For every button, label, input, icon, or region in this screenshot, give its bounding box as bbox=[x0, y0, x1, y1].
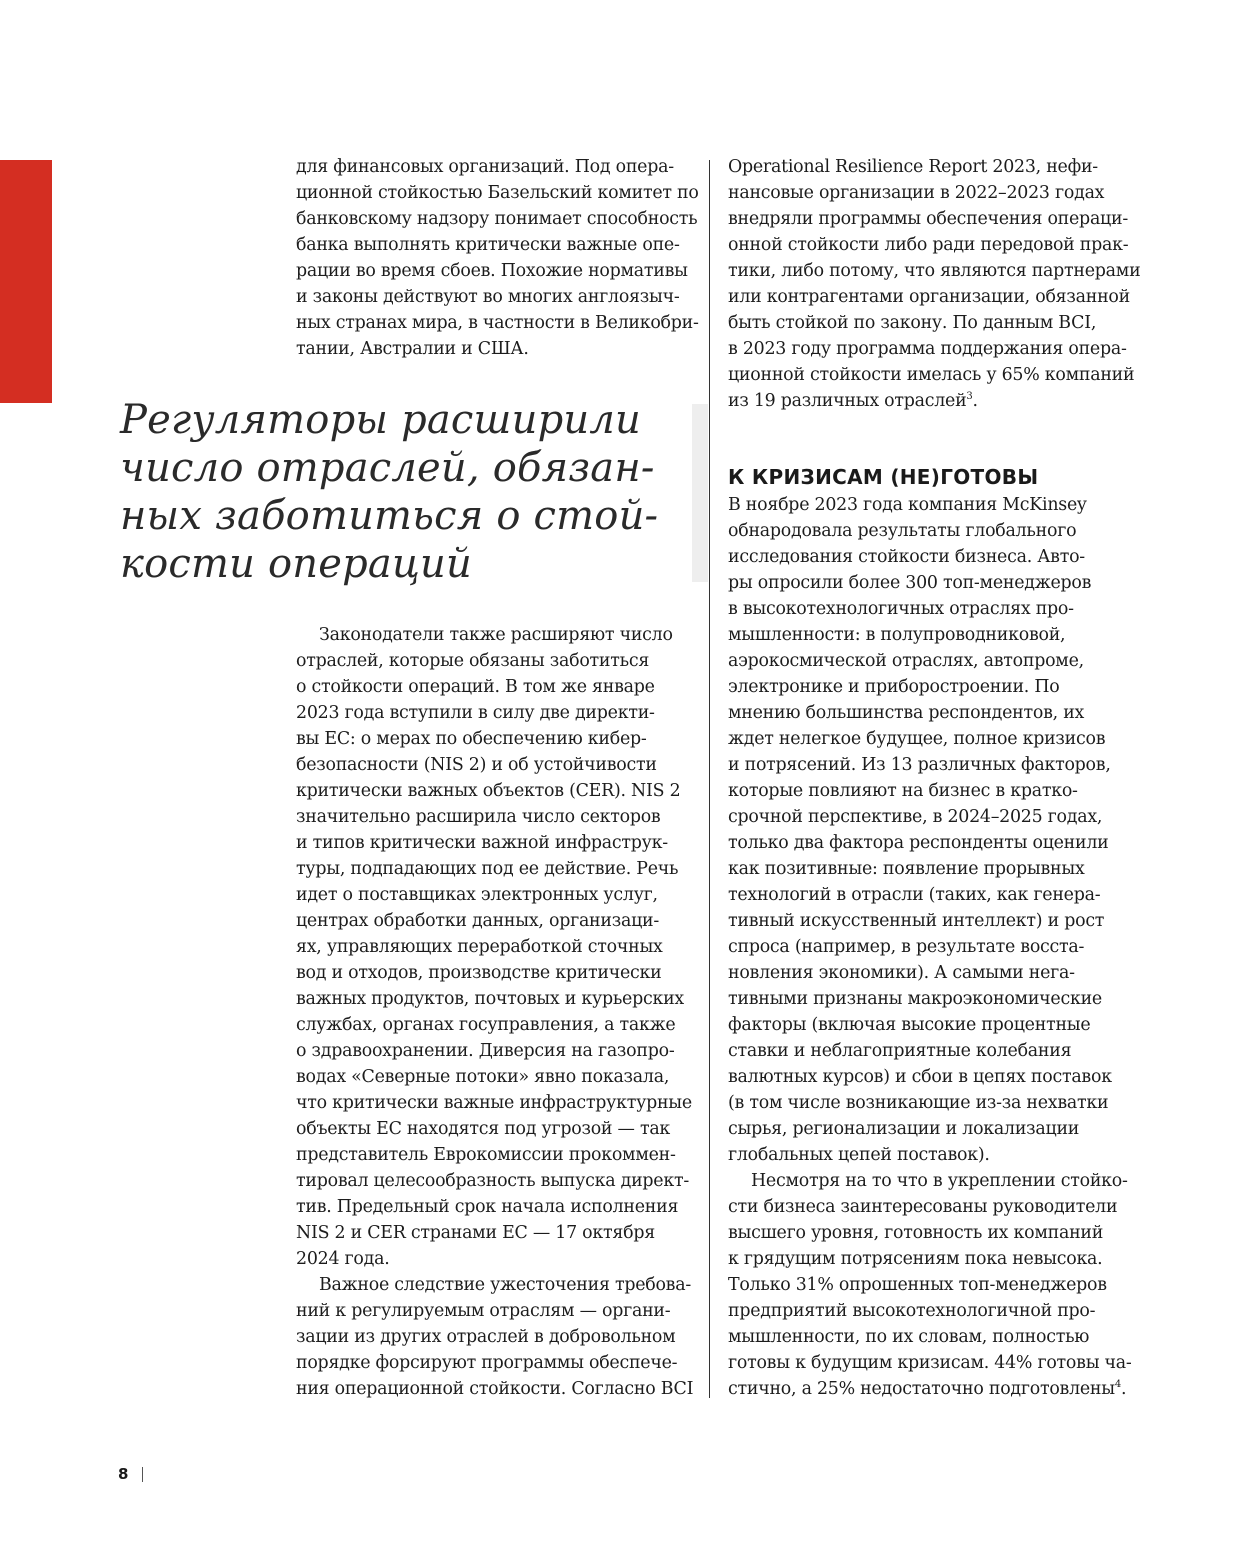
text-line: ях, управляющих переработкой сточных bbox=[296, 937, 663, 957]
text-line: и законы действуют во многих англоязыч- bbox=[296, 287, 680, 307]
text-line: тивный искусственный интеллект) и рост bbox=[728, 911, 1105, 931]
text-line: ционной стойкостью Базельский комитет по bbox=[296, 183, 699, 203]
text-line: для финансовых организаций. Под опера- bbox=[296, 157, 674, 177]
text-line: идет о поставщиках электронных услуг, bbox=[296, 885, 658, 905]
text-line: Законодатели также расширяют число bbox=[319, 625, 673, 645]
text-line: тив. Предельный срок начала исполнения bbox=[296, 1197, 679, 1217]
text-line: аэрокосмической отраслях, автопроме, bbox=[728, 651, 1084, 671]
text-line: онной стойкости либо ради передовой прак- bbox=[728, 235, 1129, 255]
text-line: безопасности (NIS 2) и об устойчивости bbox=[296, 755, 657, 775]
text-line: сырья, регионализации и локализации bbox=[728, 1119, 1080, 1139]
text-line: срочной перспективе, в 2024–2025 годах, bbox=[728, 807, 1103, 827]
text-line: службах, органах госуправления, а также bbox=[296, 1015, 676, 1035]
text-line: ния операционной стойкости. Согласно BCI bbox=[296, 1379, 694, 1399]
text-line: ждет нелегкое будущее, полное кризисов bbox=[728, 729, 1106, 749]
pull-quote-line: число отраслей, обязан- bbox=[120, 445, 655, 491]
text-line: Важное следствие ужесточения требова- bbox=[319, 1275, 691, 1295]
text-line: и типов критически важной инфраструк- bbox=[296, 833, 668, 853]
text-line: значительно расширила число секторов bbox=[296, 807, 661, 827]
text-line: важных продуктов, почтовых и курьерских bbox=[296, 989, 684, 1009]
right-body-text bbox=[728, 492, 1132, 1402]
text-line: В ноябре 2023 года компания McKinsey bbox=[728, 495, 1087, 515]
decorative-gray-strip bbox=[692, 404, 708, 582]
text-line: как позитивные: появление прорывных bbox=[728, 859, 1085, 879]
text-line: критически важных объектов (CER). NIS 2 bbox=[296, 781, 681, 801]
text-line: Operational Resilience Report 2023, нефи- bbox=[728, 157, 1098, 177]
text-line: порядке форсируют программы обеспече- bbox=[296, 1353, 678, 1373]
text-line: вы ЕС: о мерах по обеспечению кибер- bbox=[296, 729, 647, 749]
text-line: банка выполнять критически важные опе- bbox=[296, 235, 680, 255]
pull-quote-line: кости операций bbox=[120, 541, 472, 587]
text-line: ры опросили более 300 топ-менеджеров bbox=[728, 573, 1092, 593]
text-line: о стойкости операций. В том же январе bbox=[296, 677, 655, 697]
text-line: в 2023 году программа поддержания опера- bbox=[728, 339, 1127, 359]
text-line: тании, Австралии и США. bbox=[296, 339, 529, 359]
text-line: валютных курсов) и сбои в цепях поставок bbox=[728, 1067, 1112, 1087]
text-line: ных странах мира, в частности в Великобри- bbox=[296, 313, 699, 333]
text-line: представитель Еврокомиссии прокоммен- bbox=[296, 1145, 676, 1165]
text-line: быть стойкой по закону. По данным BCI, bbox=[728, 313, 1097, 333]
text-segment: . bbox=[972, 391, 978, 411]
text-line: вод и отходов, производстве критически bbox=[296, 963, 662, 983]
text-line: или контрагентами организации, обязанной bbox=[728, 287, 1130, 307]
column-divider bbox=[709, 160, 710, 1398]
text-line: внедряли программы обеспечения операци- bbox=[728, 209, 1128, 229]
text-line: ний к регулируемым отраслям — органи- bbox=[296, 1301, 671, 1321]
text-line: высшего уровня, готовность их компаний bbox=[728, 1223, 1104, 1243]
text-line: зации из других отраслей в добровольном bbox=[296, 1327, 676, 1347]
page-number-separator bbox=[142, 1467, 143, 1482]
text-line: мышленности, по их словам, полностью bbox=[728, 1327, 1090, 1347]
text-line: ционной стойкости имелась у 65% компаний bbox=[728, 365, 1135, 385]
text-segment: стично, а 25% недостаточно подготовлены bbox=[728, 1379, 1115, 1399]
left-body-text bbox=[296, 622, 693, 1402]
text-line: тики, либо потому, что являются партнерами bbox=[728, 261, 1141, 281]
section-heading: К КРИЗИСАМ (НЕ)ГОТОВЫ bbox=[728, 465, 1039, 489]
text-line: тировал целесообразность выпуска директ- bbox=[296, 1171, 689, 1191]
text-line: нансовые организации в 2022–2023 годах bbox=[728, 183, 1105, 203]
text-line: Только 31% опрошенных топ-менеджеров bbox=[728, 1275, 1107, 1295]
text-line: Несмотря на то что в укреплении стойко- bbox=[751, 1171, 1128, 1191]
text-line: туры, подпадающих под ее действие. Речь bbox=[296, 859, 679, 879]
red-accent-bar bbox=[0, 160, 52, 403]
text-line: центрах обработки данных, организаци- bbox=[296, 911, 659, 931]
text-line: ставки и неблагоприятные колебания bbox=[728, 1041, 1072, 1061]
text-line: готовы к будущим кризисам. 44% готовы ча- bbox=[728, 1353, 1132, 1373]
text-line: рации во время сбоев. Похожие нормативы bbox=[296, 261, 688, 281]
text-line: спроса (например, в результате восста- bbox=[728, 937, 1085, 957]
text-line: отраслей, которые обязаны заботиться bbox=[296, 651, 650, 671]
text-line: глобальных цепей поставок). bbox=[728, 1145, 990, 1165]
text-line: мнению большинства респондентов, их bbox=[728, 703, 1085, 723]
pull-quote-line: ных заботиться о стой- bbox=[120, 493, 659, 539]
text-line: в высокотехнологичных отраслях про- bbox=[728, 599, 1074, 619]
text-line: (в том числе возникающие из-за нехватки bbox=[728, 1093, 1109, 1113]
text-line: водах «Северные потоки» явно показала, bbox=[296, 1067, 670, 1087]
text-line: 2024 года. bbox=[296, 1249, 390, 1269]
text-line: исследования стойкости бизнеса. Авто- bbox=[728, 547, 1085, 567]
text-line: новления экономики). А самыми нега- bbox=[728, 963, 1075, 983]
footnote-ref-4[interactable]: 4 bbox=[1114, 1379, 1121, 1390]
text-line: технологий в отрасли (таких, как генера- bbox=[728, 885, 1101, 905]
text-line bbox=[728, 388, 1140, 414]
text-line: обнародовала результаты глобального bbox=[728, 521, 1077, 541]
footnote-ref-3[interactable]: 3 bbox=[966, 391, 973, 402]
text-line: банковскому надзору понимает способность bbox=[296, 209, 698, 229]
text-line: объекты ЕС находятся под угрозой — так bbox=[296, 1119, 671, 1139]
text-line: которые повлияют на бизнес в кратко- bbox=[728, 781, 1078, 801]
text-segment: . bbox=[1121, 1379, 1127, 1399]
text-line bbox=[728, 1376, 1132, 1402]
text-line: NIS 2 и CER странами ЕС — 17 октября bbox=[296, 1223, 655, 1243]
pull-quote-line: Регуляторы расширили bbox=[120, 397, 641, 443]
left-top-paragraph bbox=[296, 154, 699, 362]
text-line: о здравоохранении. Диверсия на газопро- bbox=[296, 1041, 675, 1061]
text-line: к грядущим потрясениям пока невысока. bbox=[728, 1249, 1103, 1269]
page-number: 8 bbox=[118, 1465, 129, 1483]
text-line: тивными признаны макроэкономические bbox=[728, 989, 1102, 1009]
right-top-paragraph bbox=[728, 154, 1140, 414]
text-line: электронике и приборостроении. По bbox=[728, 677, 1060, 697]
text-line: и потрясений. Из 13 различных факторов, bbox=[728, 755, 1111, 775]
text-line: факторы (включая высокие процентные bbox=[728, 1015, 1091, 1035]
text-line: предприятий высокотехнологичной про- bbox=[728, 1301, 1096, 1321]
text-line: мышленности: в полупроводниковой, bbox=[728, 625, 1066, 645]
text-line: 2023 года вступили в силу две директи- bbox=[296, 703, 655, 723]
text-segment: из 19 различных отраслей bbox=[728, 391, 967, 411]
text-line: только два фактора респонденты оценили bbox=[728, 833, 1109, 853]
text-line: сти бизнеса заинтересованы руководители bbox=[728, 1197, 1118, 1217]
pull-quote bbox=[120, 396, 658, 588]
text-line: что критически важные инфраструктурные bbox=[296, 1093, 692, 1113]
